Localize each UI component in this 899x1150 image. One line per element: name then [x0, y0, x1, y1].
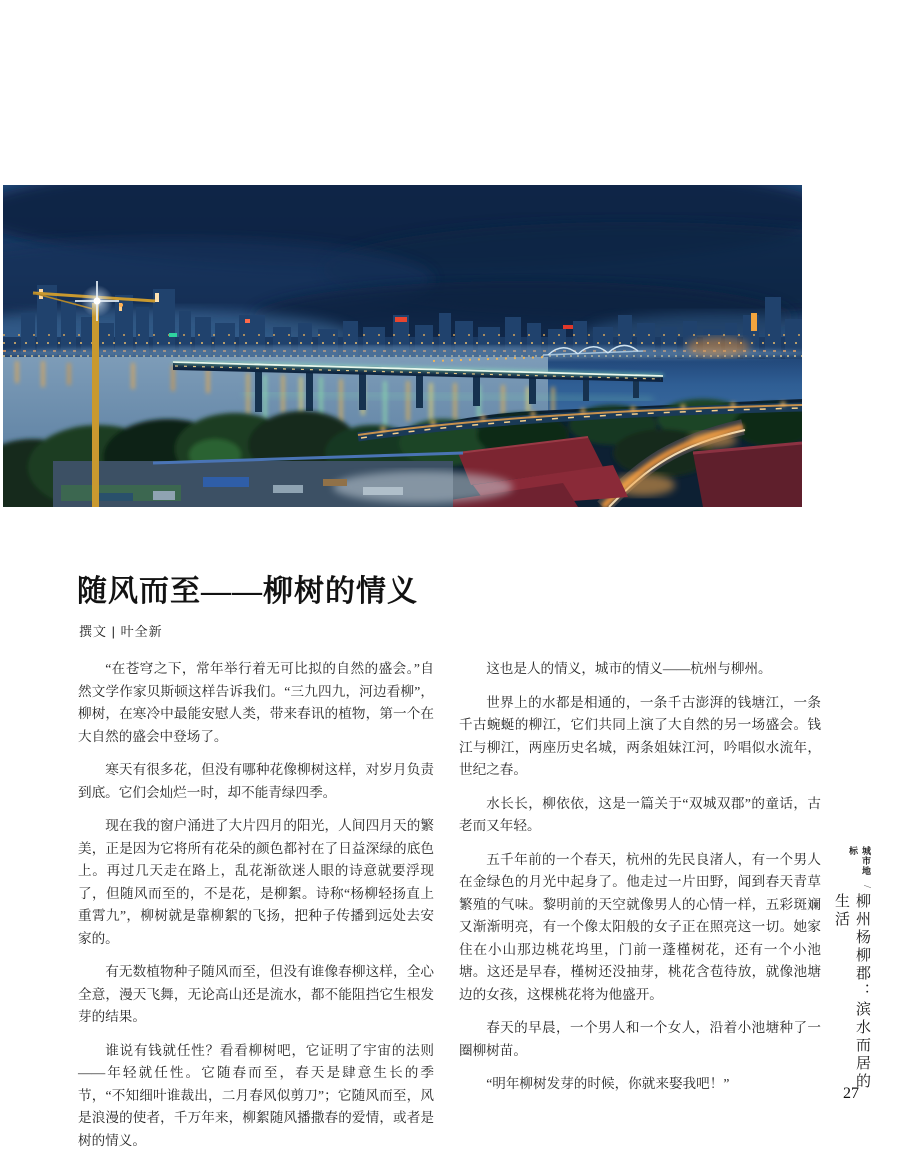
article-byline: 撰文 | 叶全新 — [79, 624, 163, 639]
article-title: 随风而至——柳树的情义 — [77, 575, 418, 608]
body-column-right — [459, 658, 821, 1107]
body-paragraph: 这也是人的情义，城市的情义——杭州与柳州。 — [486, 661, 772, 676]
section-separator-slash: / — [861, 885, 873, 889]
body-paragraph: 谁说有钱就任性？看看柳树吧，它证明了宇宙的法则——年轻就任性。它随春而至，春天是肆意生长的季节，“不知细叶谁裁出，二月春风似剪刀”；它随风而至，风是浪漫的使者，千万年来，柳絮随风播撒春的爱情，或者是树的情义。 — [78, 1042, 434, 1148]
liuzhou-night-cityscape-photo — [3, 185, 802, 507]
body-paragraph: “在苍穹之下，常年举行着无可比拟的自然的盛会。”自然文学作家贝斯顿这样告诉我们。“三九四九，河边看柳”，柳树，在寒冷中最能安慰人类，带来春讯的植物，第一个在大自然的盛会中登场了。 — [78, 661, 434, 744]
section-title: 柳州杨柳郡：滨水而居的生活 — [833, 893, 870, 1092]
body-paragraph: 有无数植物种子随风而至，但没有谁像春柳这样，全心全意，漫天飞舞，无论高山还是流水，都不能阻挡它生根发芽的结果。 — [78, 964, 434, 1024]
body-paragraph: 世界上的水都是相通的，一条千古澎湃的钱塘江，一条千古蜿蜒的柳江，它们共同上演了大自然的另一场盛会。钱江与柳江，两座历史名城，两条姐妹江河，吟唱似水流年，世纪之春。 — [459, 694, 821, 777]
page-number: 27 — [843, 1085, 859, 1102]
cityscape-illustration — [3, 185, 802, 507]
section-category: 城市地标 — [848, 846, 871, 876]
body-paragraph: 水长长，柳依依，这是一篇关于“双城双郡”的童话，古老而又年轻。 — [459, 795, 821, 833]
body-paragraph: “明年柳树发芽的时候，你就来娶我吧！” — [486, 1076, 730, 1091]
section-vertical-label — [831, 846, 873, 1106]
body-paragraph: 春天的早晨，一个男人和一个女人，沿着小池塘种了一圈柳树苗。 — [459, 1020, 821, 1058]
body-column-left — [78, 658, 434, 1150]
body-paragraph: 寒天有很多花，但没有哪种花像柳树这样，对岁月负责到底。它们会灿烂一时，却不能青绿四季。 — [78, 762, 434, 800]
body-paragraph: 五千年前的一个春天，杭州的先民良渚人，有一个男人在金绿色的月光中起身了。他走过一片田野，闻到春天青草繁殖的气味。黎明前的天空就像男人的心情一样，五彩斑斓又渐渐明亮，有一个像太阳般的女子正在照亮这一切。她家住在小山那边桃花坞里，门前一蓬槿树花，还有一个小池塘。这还是早春，槿树还没抽芽，桃花含苞待放，就像池塘边的女孩，这棵桃花将为他盛开。 — [459, 851, 821, 1002]
body-paragraph: 现在我的窗户涌进了大片四月的阳光，人间四月天的繁美，正是因为它将所有花朵的颜色都衬在了日益深绿的底色上。再过几天走在路上，乱花渐欲迷人眼的诗意就要浮现了，但随风而至的，不是花，是柳絮。诗称“杨柳轻扬直上重霄九”，柳树就是靠柳絮的飞扬，把种子传播到远处去安家的。 — [78, 818, 434, 946]
